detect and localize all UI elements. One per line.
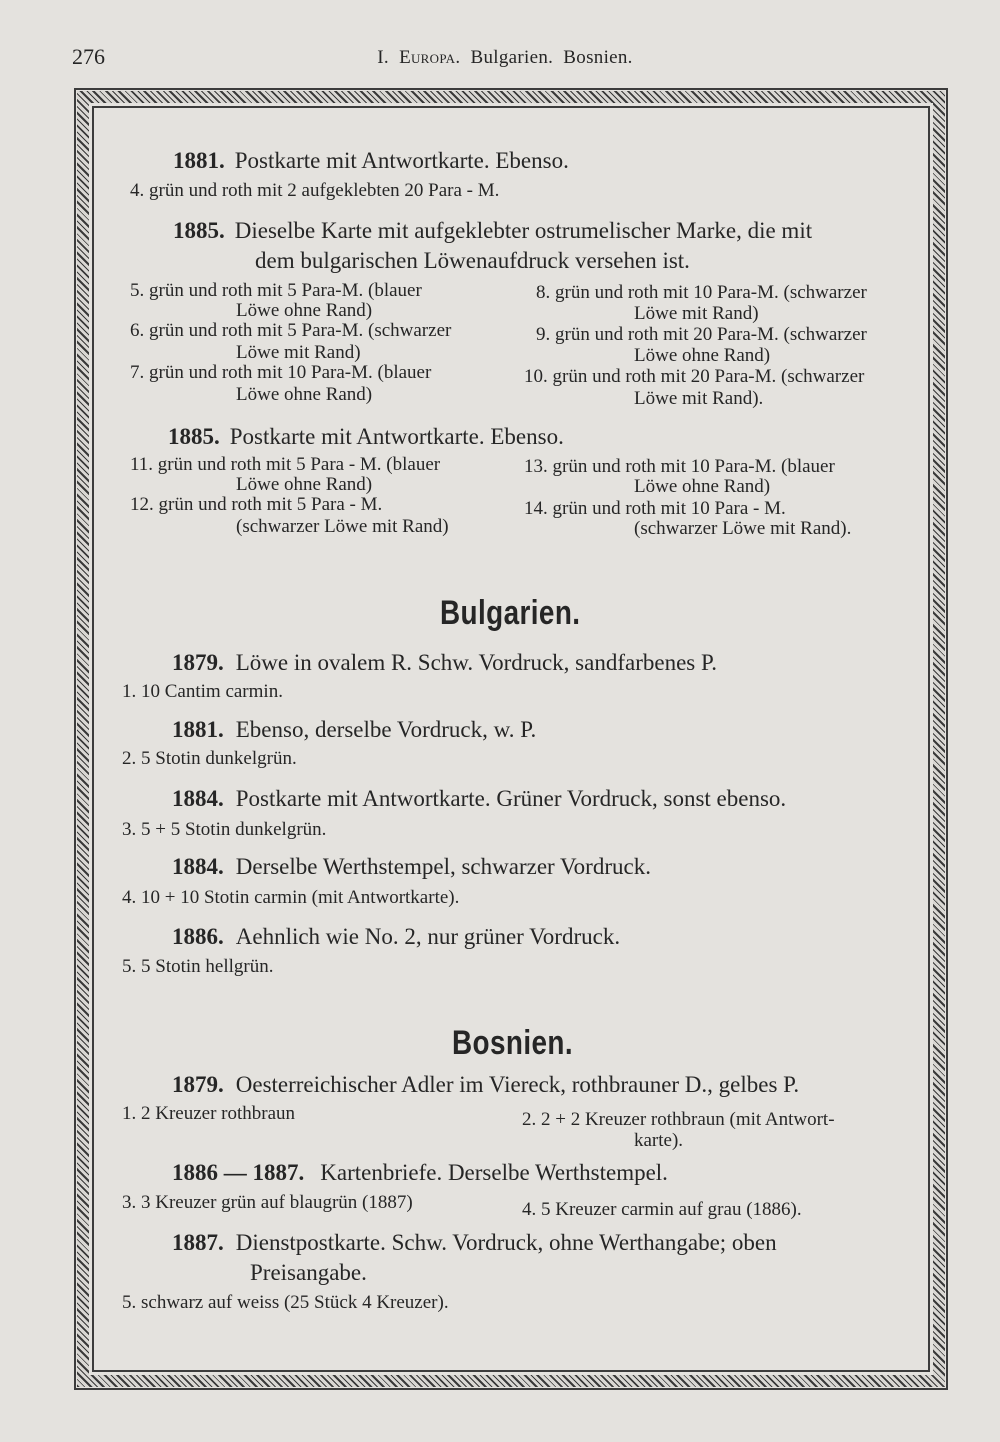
list-item: 8. grün und roth mit 10 Para-M. (schwarzer <box>536 282 867 303</box>
entry-year: 1884. <box>172 854 224 879</box>
entry-year: 1885. <box>168 424 220 449</box>
entry-title-continued: dem bulgarischen Löwenaufdruck versehen ist. <box>255 248 690 273</box>
list-item: 12. grün und roth mit 5 Para - M. <box>130 494 383 515</box>
section-name: Europa. <box>399 47 461 68</box>
entry-heading <box>172 854 651 880</box>
list-item: 4. 10 + 10 Stotin carmin (mit Antwortkarte). <box>122 887 460 908</box>
running-head <box>0 47 1000 69</box>
section-heading-bulgarien: Bulgarien. <box>440 594 581 632</box>
list-item-continued: Löwe ohne Rand) <box>236 474 373 495</box>
list-item: 13. grün und roth mit 10 Para-M. (blauer <box>524 456 835 477</box>
entry-year: 1885. <box>173 218 225 243</box>
list-item: 5. grün und roth mit 5 Para-M. (blauer <box>130 280 422 301</box>
entry-year: 1881. <box>172 717 224 742</box>
list-item: 1. 2 Kreuzer rothbraun <box>122 1103 296 1124</box>
entry-title: Postkarte mit Antwortkarte. Ebenso. <box>229 424 564 449</box>
entry-title: Dienstpostkarte. Schw. Vordruck, ohne Werthangabe; oben <box>235 1230 777 1255</box>
list-item-continued: Löwe ohne Rand) <box>634 476 771 497</box>
entry-heading <box>172 1230 777 1256</box>
list-item: 4. grün und roth mit 2 aufgeklebten 20 Para - M. <box>130 180 500 201</box>
entry-year: 1884. <box>172 786 224 811</box>
entry-title: Dieselbe Karte mit aufgeklebter ostrumelischer Marke, die mit <box>234 218 813 243</box>
list-item-continued: Löwe ohne Rand) <box>634 345 771 366</box>
entry-heading <box>172 1160 668 1186</box>
entry-title: Oesterreichischer Adler im Viereck, rothbrauner D., gelbes P. <box>235 1072 800 1097</box>
entry-heading <box>172 717 536 743</box>
entry-title: Kartenbriefe. Derselbe Werthstempel. <box>320 1160 668 1185</box>
entry-heading <box>168 424 564 450</box>
list-item-continued: (schwarzer Löwe mit Rand) <box>236 516 449 537</box>
list-item-continued: karte). <box>634 1130 684 1151</box>
list-item: 2. 2 + 2 Kreuzer rothbraun (mit Antwort- <box>522 1109 835 1130</box>
section-number: I. <box>377 47 389 68</box>
list-item: 6. grün und roth mit 5 Para-M. (schwarzer <box>130 320 452 341</box>
entry-heading <box>172 650 717 676</box>
list-item: 3. 3 Kreuzer grün auf blaugrün (1887) <box>122 1192 413 1213</box>
list-item: 5. 5 Stotin hellgrün. <box>122 956 274 977</box>
list-item-continued: Löwe mit Rand). <box>634 388 764 409</box>
entry-title: Ebenso, derselbe Vordruck, w. P. <box>235 717 537 742</box>
list-item: 10. grün und roth mit 20 Para-M. (schwarzer <box>524 366 865 387</box>
entry-heading <box>172 924 620 950</box>
list-item: 4. 5 Kreuzer carmin auf grau (1886). <box>522 1199 802 1220</box>
list-item-continued: (schwarzer Löwe mit Rand). <box>634 518 852 539</box>
list-item-continued: Löwe ohne Rand) <box>236 300 373 321</box>
list-item: 1. 10 Cantim carmin. <box>122 681 283 702</box>
entry-year: 1887. <box>172 1230 224 1255</box>
entry-title: Aehnlich wie No. 2, nur grüner Vordruck. <box>235 924 621 949</box>
entry-title-continued: Preisangabe. <box>250 1260 367 1285</box>
entry-heading <box>173 218 812 244</box>
list-item: 2. 5 Stotin dunkelgrün. <box>122 748 297 769</box>
country-bulgarien: Bulgarien. <box>470 47 554 68</box>
entry-title: Postkarte mit Antwortkarte. Grüner Vordruck, sonst ebenso. <box>235 786 787 811</box>
list-item: 14. grün und roth mit 10 Para - M. <box>524 498 786 519</box>
section-heading-bosnien: Bosnien. <box>452 1024 574 1062</box>
entry-heading <box>173 148 569 174</box>
entry-title: Löwe in ovalem R. Schw. Vordruck, sandfarbenes P. <box>235 650 717 675</box>
entry-year: 1879. <box>172 650 224 675</box>
list-item-continued: Löwe mit Rand) <box>634 303 759 324</box>
entry-year: 1886 — 1887. <box>172 1160 305 1185</box>
list-item: 3. 5 + 5 Stotin dunkelgrün. <box>122 819 327 840</box>
entry-heading <box>172 786 786 812</box>
country-bosnien: Bosnien. <box>563 47 633 68</box>
list-item-continued: Löwe mit Rand) <box>236 342 361 363</box>
entry-year: 1886. <box>172 924 224 949</box>
entry-year: 1879. <box>172 1072 224 1097</box>
entry-title: Postkarte mit Antwortkarte. Ebenso. <box>234 148 569 173</box>
list-item-continued: Löwe ohne Rand) <box>236 384 373 405</box>
entry-heading <box>172 1072 799 1098</box>
list-item: 5. schwarz auf weiss (25 Stück 4 Kreuzer). <box>122 1292 449 1313</box>
entry-title: Derselbe Werthstempel, schwarzer Vordruck. <box>235 854 651 879</box>
entry-year: 1881. <box>173 148 225 173</box>
page-number: 276 <box>72 44 105 69</box>
list-item: 7. grün und roth mit 10 Para-M. (blauer <box>130 362 432 383</box>
list-item: 11. grün und roth mit 5 Para - M. (blauer <box>130 454 441 475</box>
list-item: 9. grün und roth mit 20 Para-M. (schwarzer <box>536 324 867 345</box>
